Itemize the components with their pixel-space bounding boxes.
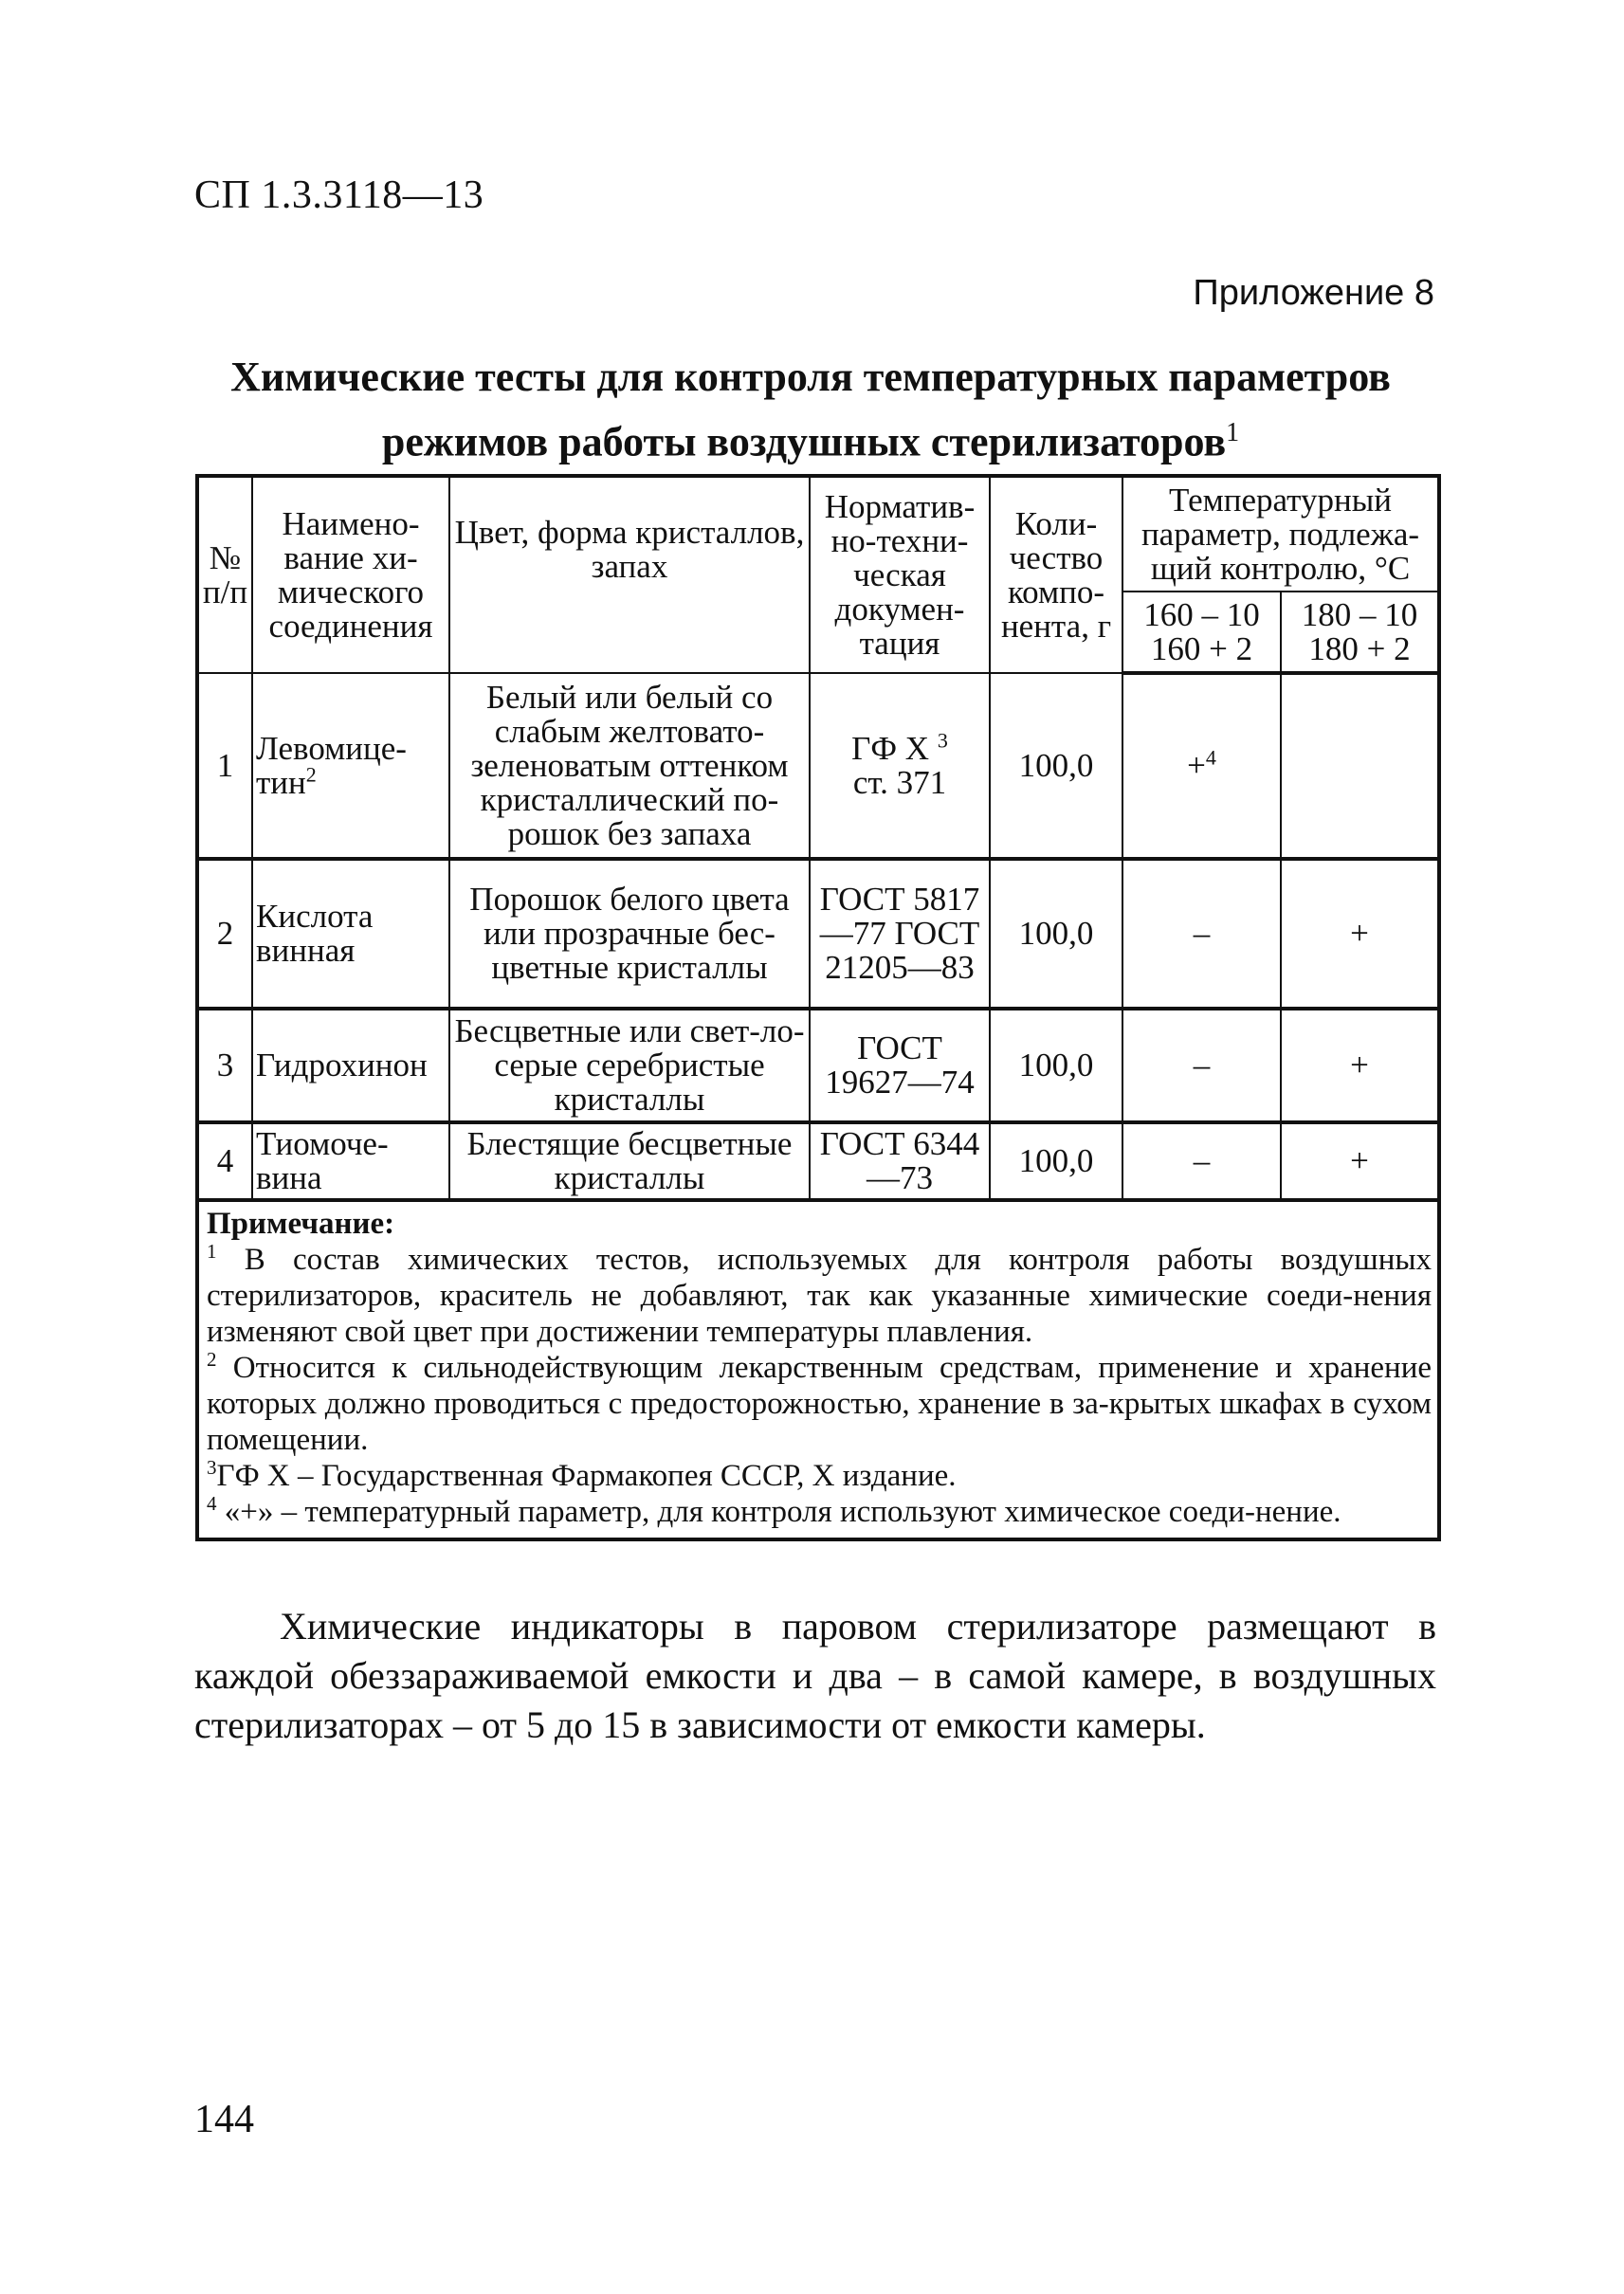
row-name-text: Левомице-тин <box>256 729 407 801</box>
row-t180: + <box>1281 859 1439 1009</box>
header-color: Цвет, форма кристаллов, запах <box>449 476 810 673</box>
row-doc: ГОСТ 19627—74 <box>810 1009 990 1122</box>
row-qty: 100,0 <box>990 673 1122 859</box>
title-line-2-text: режимов работы воздушных стерилизаторов <box>381 418 1227 465</box>
row-qty: 100,0 <box>990 1122 1122 1200</box>
row-t160: – <box>1122 1009 1281 1122</box>
note-text: ГФ X – Государственная Фармакопея СССР, X издание. <box>216 1459 957 1493</box>
notes-row <box>197 1200 1439 1539</box>
row-name: Кислота винная <box>252 859 449 1009</box>
row-name <box>252 673 449 859</box>
row-t160 <box>1122 673 1281 859</box>
page-title <box>194 349 1427 470</box>
note-item <box>207 1242 1432 1350</box>
row-doc-footnote: 3 <box>937 727 948 752</box>
row-t180 <box>1281 673 1439 859</box>
row-num: 1 <box>197 673 252 859</box>
row-doc: ГОСТ 5817—77 ГОСТ 21205—83 <box>810 859 990 1009</box>
note-marker: 2 <box>207 1348 217 1371</box>
row-t160: – <box>1122 1122 1281 1200</box>
note-marker: 4 <box>207 1492 217 1515</box>
row-doc: ГОСТ 6344—73 <box>810 1122 990 1200</box>
note-item <box>207 1458 1432 1494</box>
row-name: Гидрохинон <box>252 1009 449 1122</box>
chemical-tests-table <box>195 474 1441 1541</box>
body-paragraph: Химические индикаторы в паровом стерилизаторе размещают в каждой обеззараживаемой емкости и два – в самой камере, в воздушных стерилизаторах – от 5 до 15 в зависимости от емкости камеры. <box>194 1605 1436 1746</box>
row-t160-footnote: 4 <box>1205 745 1216 770</box>
header-temp: Температурный параметр, подлежа-щий контролю, °С <box>1122 476 1439 592</box>
row-num: 2 <box>197 859 252 1009</box>
table-row <box>197 1122 1439 1200</box>
row-name: Тиомоче-вина <box>252 1122 449 1200</box>
title-footnote-ref: 1 <box>1226 418 1240 447</box>
table-row <box>197 673 1439 859</box>
row-num: 4 <box>197 1122 252 1200</box>
appendix-label: Приложение 8 <box>1193 273 1434 313</box>
note-marker: 3 <box>207 1456 217 1479</box>
note-text: В состав химических тестов, используемых для контроля работы воздушных стерилизаторов, краситель не добавляют, так как указанные химические соеди-нения изменяют свой цвет при достижении температуры плавления. <box>207 1243 1432 1349</box>
note-item <box>207 1350 1432 1458</box>
note-text: «+» – температурный параметр, для контроля используют химическое соеди-нение. <box>224 1495 1341 1529</box>
row-t160: – <box>1122 859 1281 1009</box>
header-temp-160: 160 – 10 160 + 2 <box>1122 592 1281 673</box>
note-item <box>207 1494 1432 1530</box>
note-text: Относится к сильнодействующим лекарственным средствам, применение и хранение которых должно проводиться с предосторожностью, хранение в за-крытых шкафах в сухом помещении. <box>207 1351 1432 1457</box>
header-num: № п/п <box>197 476 252 673</box>
row-color: Порошок белого цвета или прозрачные бес-цветные кристаллы <box>449 859 810 1009</box>
row-num: 3 <box>197 1009 252 1122</box>
row-color: Блестящие бесцветные кристаллы <box>449 1122 810 1200</box>
row-doc-extra: ст. 371 <box>852 763 947 801</box>
row-t180: + <box>1281 1009 1439 1122</box>
header-row-1 <box>197 476 1439 592</box>
row-t180: + <box>1281 1122 1439 1200</box>
row-qty: 100,0 <box>990 1009 1122 1122</box>
row-doc <box>810 673 990 859</box>
row-qty: 100,0 <box>990 859 1122 1009</box>
table-row <box>197 859 1439 1009</box>
title-line-1: Химические тесты для контроля температурных параметров <box>230 354 1391 400</box>
page-number: 144 <box>194 2098 254 2141</box>
note-marker: 1 <box>207 1240 217 1263</box>
row-name-footnote: 2 <box>305 761 317 786</box>
table-row <box>197 1009 1439 1122</box>
header-temp-180: 180 – 10 180 + 2 <box>1281 592 1439 673</box>
row-color: Белый или белый со слабым желтовато-зеленоватым оттенком кристаллический по-рошок без запаха <box>449 673 810 859</box>
header-name: Наимено-вание хи-мического соединения <box>252 476 449 673</box>
row-color: Бесцветные или свет-ло-серые серебристые кристаллы <box>449 1009 810 1122</box>
row-t160-text: + <box>1187 747 1206 784</box>
notes-title: Примечание: <box>207 1207 395 1241</box>
document-code: СП 1.3.3118—13 <box>194 173 484 217</box>
row-doc-text: ГФ X <box>851 729 930 767</box>
header-qty: Коли-чество компо-нента, г <box>990 476 1122 673</box>
notes <box>197 1200 1439 1539</box>
header-doc: Норматив-но-техни-ческая докумен-тация <box>810 476 990 673</box>
title-line-2 <box>194 405 1427 470</box>
